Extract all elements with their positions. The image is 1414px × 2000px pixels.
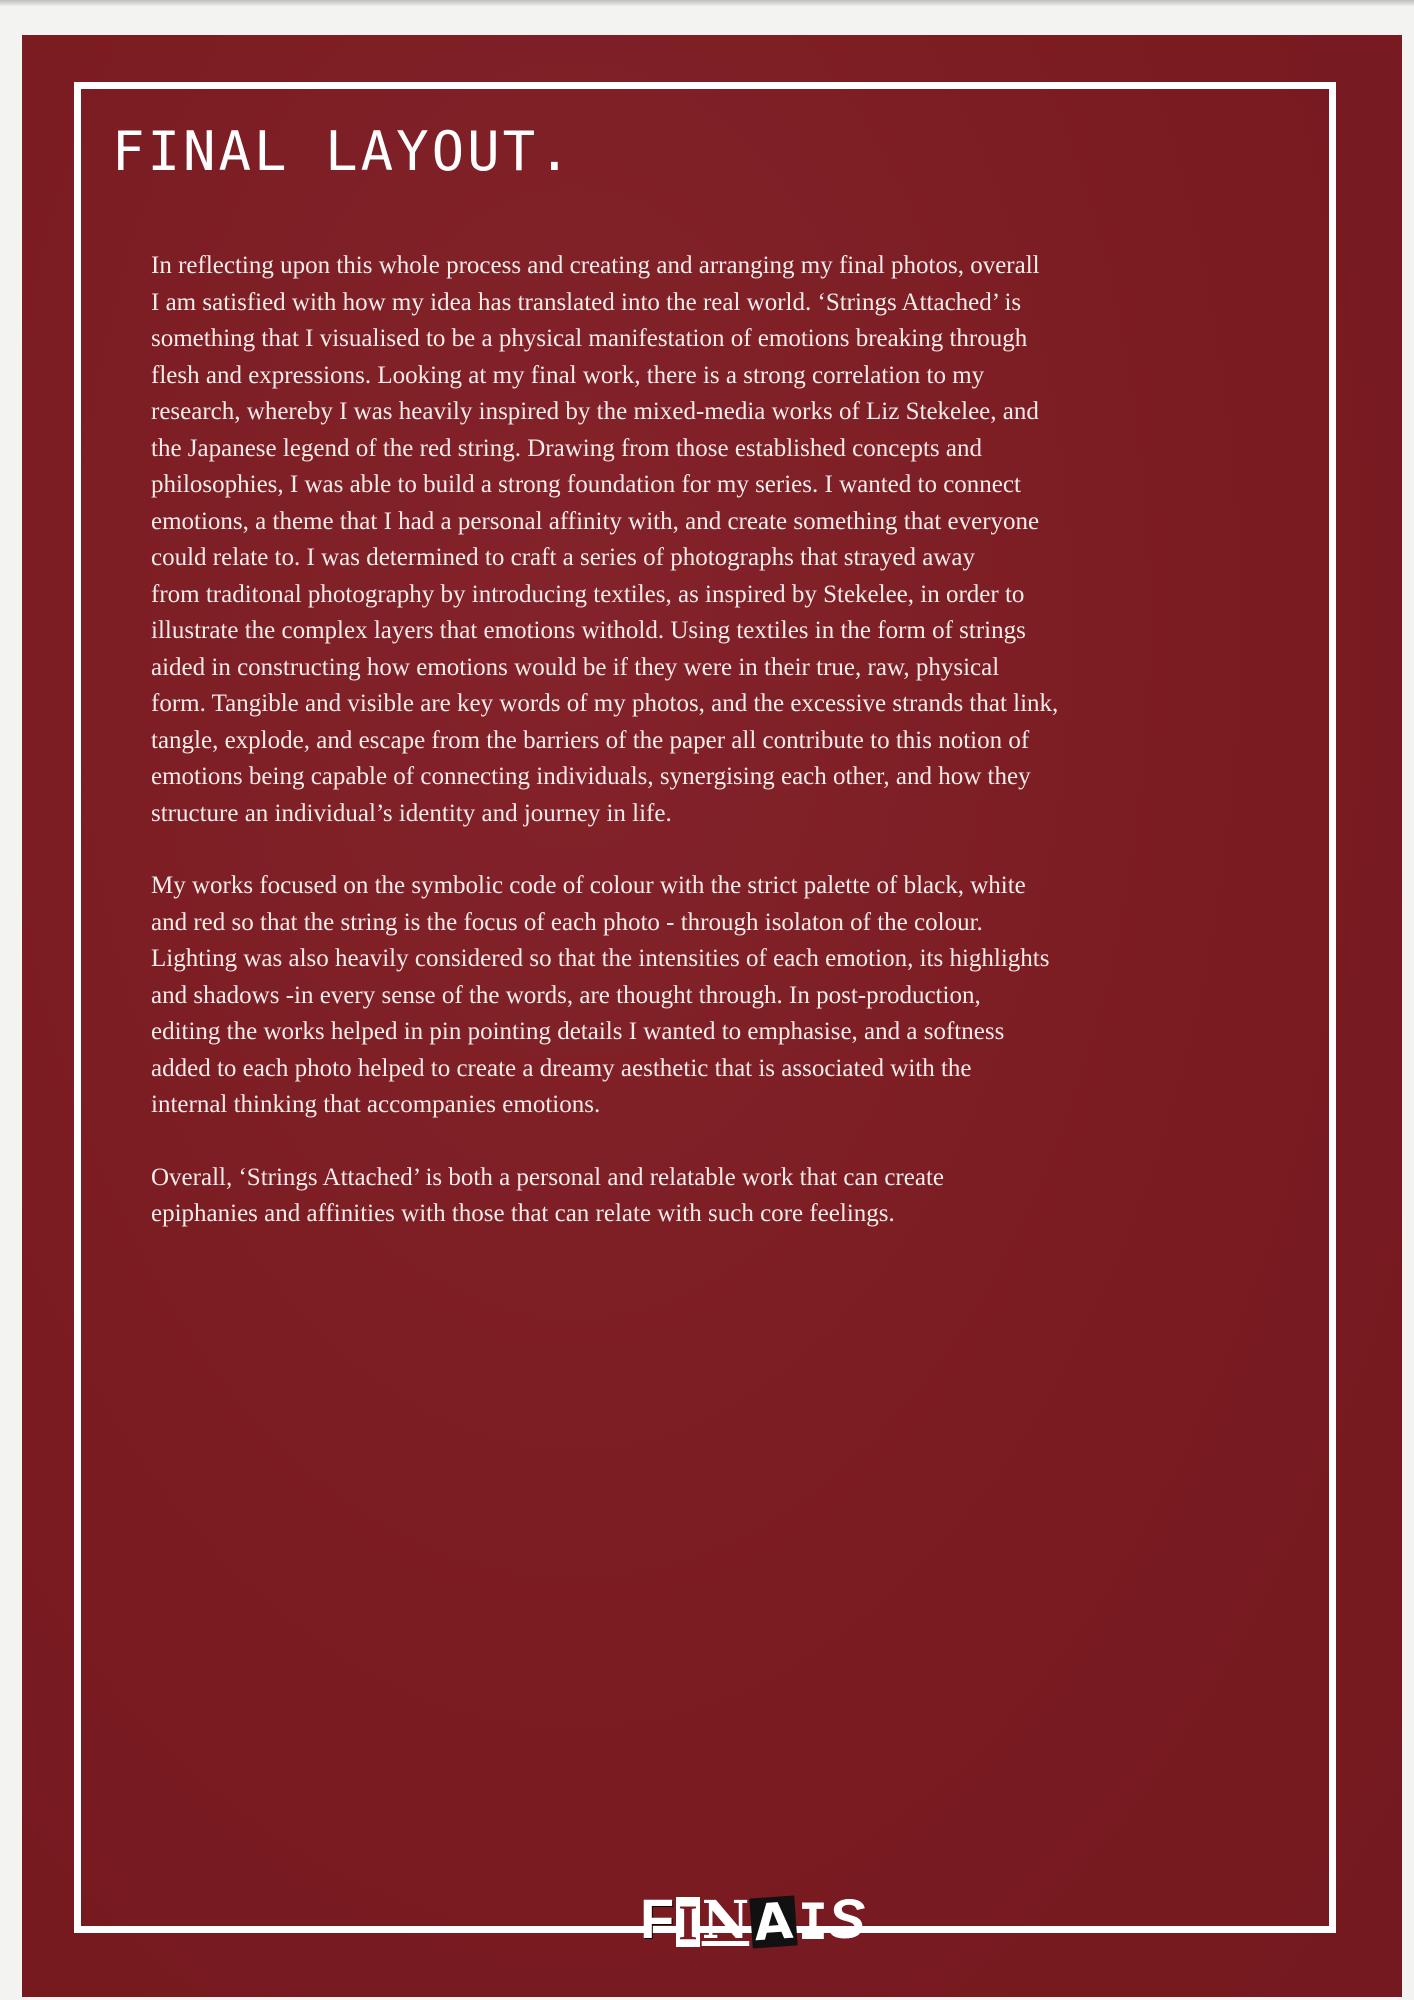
logo-letter: I	[797, 1893, 829, 1951]
page-title: FINAL LAYOUT.	[112, 120, 574, 183]
logo-letter: S	[828, 1887, 866, 1950]
paragraph-colour-lighting: My works focused on the symbolic code of colour with the strict palette of black, white and red so that the string is the focus of each photo - through isolaton of the colour. Lighting was also heavily considered so that the intensities of each emotion, its highlights and shadows -in every sense of the words, are thought through. In post-production, editing the works helped in pin pointing details I wanted to emphasise, and a softness added to each photo helped to create a dreamy aesthetic that is associated with the internal thinking that accompanies emotions.	[151, 872, 1050, 1118]
logo-letter: F	[640, 1887, 675, 1950]
scan-edge	[0, 0, 1414, 6]
logo-letter: A	[750, 1896, 798, 1949]
body-text	[151, 248, 1231, 1269]
logo-letter: I	[678, 1894, 698, 1950]
document-page	[22, 35, 1402, 1997]
finals-logo	[640, 1881, 866, 1953]
logo-letter: N	[701, 1890, 750, 1951]
paragraph-reflection: In reflecting upon this whole process and creating and arranging my final photos, overall I am satisfied with how my idea has translated into the real world. ‘Strings Attached’ is something that I visualised to be a physical manifestation of emotions breaking through flesh and expressions. Looking at my final work, there is a strong correlation to my research, whereby I was heavily inspired by the mixed-media works of Liz Stekelee, and the Japanese legend of the red string. Drawing from those established concepts and philosophies, I was able to build a strong foundation for my series. I wanted to connect emotions, a theme that I had a personal affinity with, and create something that everyone could relate to. I was determined to craft a series of photographs that strayed away from traditonal photography by introducing textiles, as inspired by Stekelee, in order to illustrate the complex layers that emotions withold. Using textiles in the form of strings aided in constructing how emotions would be if they were in their true, raw, physical form. Tangible and visible are key words of my photos, and the excessive strands that link, tangle, explode, and escape from the barriers of the paper all contribute to this notion of emotions being capable of connecting individuals, synergising each other, and how they structure an individual’s identity and journey in life.	[151, 252, 1059, 827]
paragraph-conclusion: Overall, ‘Strings Attached’ is both a personal and relatable work that can create epiphanies and affinities with those that can relate with such core feelings.	[151, 1163, 944, 1227]
